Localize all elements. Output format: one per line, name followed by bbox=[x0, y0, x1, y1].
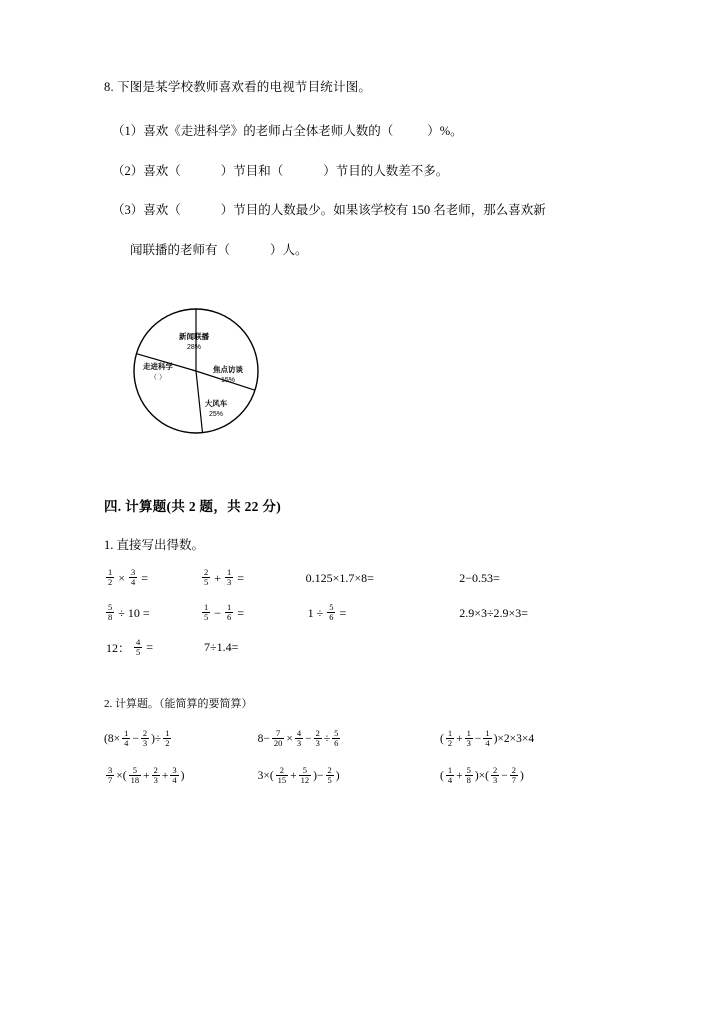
calc-expression: $\frac{1}{2}$ × $\frac{3}{4}$ = bbox=[108, 567, 149, 588]
calc-expression: ( $\frac{1}{2}$ + $\frac{1}{3}$ − $\frac{1}{4}$ )×2×3×4 bbox=[440, 727, 535, 748]
calc-expression: (8× $\frac{1}{4}$ − $\frac{2}{3}$ )÷ $\frac{1}{2}$ bbox=[104, 727, 170, 748]
calc-row bbox=[104, 569, 632, 588]
calc-expression: 3×( $\frac{2}{15}$ + $\frac{5}{12}$ )− $\frac{2}{5}$ ) bbox=[257, 764, 340, 785]
calc-expression: ( $\frac{1}{4}$ + $\frac{5}{8}$ )×( $\frac{2}{3}$ − $\frac{2}{7}$ ) bbox=[440, 764, 524, 785]
pie-label-value-1: 15% bbox=[220, 376, 236, 384]
pie-chart bbox=[114, 299, 374, 449]
sub1-text-a: （1）喜欢《走进科学》的老师占全体老师人数的（ bbox=[112, 123, 394, 138]
fraction: $\frac{3}{4}$ bbox=[131, 567, 136, 588]
sub3-text-a: （3）喜欢（ bbox=[112, 203, 181, 218]
section-4-heading: 四. 计算题(共 2 题，共 22 分) bbox=[104, 498, 281, 514]
sub2-text-b: ）节目和（ bbox=[220, 163, 284, 178]
fraction: $\frac{1}{2}$ bbox=[108, 567, 113, 588]
pie-label-name-2: 大风车 bbox=[204, 398, 228, 408]
calc-expression: 0.125×1.7×8= bbox=[305, 570, 374, 585]
question-8-stem: 8. 下图是某学校教师喜欢看的电视节目统计图。 bbox=[104, 80, 372, 94]
pie-label-name-3: 走进科学 bbox=[143, 361, 173, 371]
calc-expression: $\frac{1}{5}$ − $\frac{1}{6}$ = bbox=[204, 602, 245, 623]
pie-label-value-2: 25% bbox=[208, 410, 224, 418]
calc-expression: $\frac{2}{5}$ + $\frac{1}{3}$ = bbox=[204, 567, 245, 588]
fraction: $\frac{5}{6}$ bbox=[329, 602, 334, 623]
fraction: $\frac{1}{5}$ bbox=[204, 602, 209, 623]
calc-expression: 12： $\frac{4}{5}$ = bbox=[106, 636, 154, 657]
question-8-sub2 bbox=[104, 160, 632, 184]
calc-row bbox=[104, 604, 632, 623]
question-8-sub1 bbox=[104, 120, 632, 144]
fraction: $\frac{1}{6}$ bbox=[227, 602, 232, 623]
calc-block-2 bbox=[104, 729, 632, 785]
pie-label-name-1: 焦点访谈 bbox=[213, 364, 243, 374]
calc-expression: 7÷1.4= bbox=[204, 640, 239, 655]
fraction: $\frac{5}{8}$ bbox=[108, 602, 113, 623]
pie-label-name-0: 新闻联播 bbox=[179, 331, 209, 341]
calc-row bbox=[104, 729, 632, 748]
fraction: $\frac{2}{5}$ bbox=[204, 567, 209, 588]
question-8-sub3 bbox=[104, 199, 632, 223]
pie-label-value-3: （ ） bbox=[150, 373, 166, 381]
calc-expression: 2.9×3÷2.9×3= bbox=[459, 605, 529, 620]
pie-chart-svg bbox=[114, 299, 294, 449]
calc-expression: $\frac{5}{8}$ ÷ 10 = bbox=[108, 602, 150, 623]
calc-row bbox=[104, 766, 632, 785]
calc-expression: 1 ÷ $\frac{5}{6}$ = bbox=[307, 602, 347, 623]
calc-row bbox=[104, 638, 632, 657]
calc-expression: $\frac{3}{7}$ ×( $\frac{5}{18}$ + $\frac{2}{3}$ + $\frac{3}{4}$ ) bbox=[108, 764, 185, 785]
calc-expression: 2−0.53= bbox=[459, 570, 500, 585]
question-8-sub3-cont bbox=[104, 239, 632, 263]
calc-expression: 8− $\frac{7}{20}$ × $\frac{4}{3}$ − $\frac{2}{3}$ ÷ $\frac{5}{6}$ bbox=[257, 727, 339, 748]
pie-label-value-0: 28% bbox=[186, 343, 202, 351]
sub3-text-c: 闻联播的老师有（ bbox=[130, 243, 231, 257]
sub3-text-d: ）人。 bbox=[270, 243, 308, 257]
sub1-text-b: ）%。 bbox=[427, 123, 463, 138]
section-4-item-2: 2. 计算题。（能简算的要简算） bbox=[104, 698, 253, 711]
section-4-item-1: 1. 直接写出得数。 bbox=[104, 537, 205, 552]
sub3-text-b: ）节目的人数最少。如果该学校有 150 名老师，那么喜欢新 bbox=[220, 203, 546, 218]
calc-block-1 bbox=[104, 569, 632, 658]
sub2-text-a: （2）喜欢（ bbox=[112, 163, 181, 178]
fraction: $\frac{1}{3}$ bbox=[227, 567, 232, 588]
sub2-text-c: ）节目的人数差不多。 bbox=[323, 163, 449, 178]
fraction: $\frac{4}{5}$ bbox=[136, 636, 141, 657]
